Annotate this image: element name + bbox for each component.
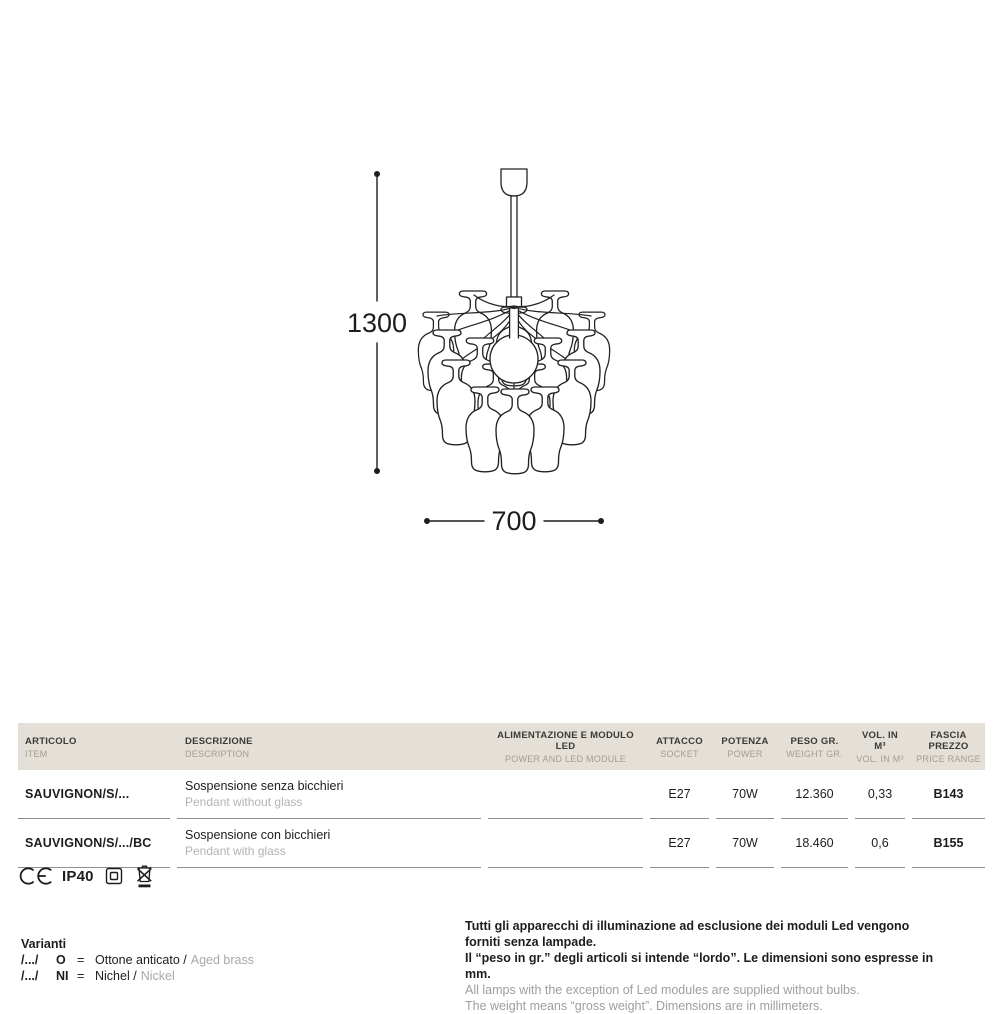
price-range-value: B143 bbox=[933, 787, 964, 801]
ip-rating-label: IP40 bbox=[62, 867, 94, 885]
volume-value: 0,6 bbox=[871, 836, 889, 850]
note-italian: Il “peso in gr.” degli articoli si intende “lordo”. Le dimensioni sono espresse in mm. bbox=[465, 951, 934, 981]
table-row bbox=[18, 770, 985, 819]
column-header-attacco: ATTACCO SOCKET bbox=[656, 735, 703, 759]
light-bulb bbox=[490, 309, 538, 383]
description-it: Sospensione con bicchieri bbox=[185, 828, 331, 842]
variant-row: /.../ O = Ottone anticato / Aged brass bbox=[21, 953, 254, 967]
column-header-articolo: ARTICOLO ITEM bbox=[25, 735, 77, 759]
description-en: Pendant with glass bbox=[185, 844, 286, 858]
certification-icons bbox=[20, 863, 153, 889]
notes-section bbox=[465, 918, 945, 1014]
table-header-row bbox=[18, 723, 985, 770]
item-code: SAUVIGNON/S/.../BC bbox=[25, 836, 152, 850]
socket-value: E27 bbox=[668, 836, 691, 850]
weight-value: 18.460 bbox=[795, 836, 834, 850]
column-header-volume: VOL. IN M³ VOL. IN M³ bbox=[856, 730, 904, 764]
description-it: Sospensione senza bicchieri bbox=[185, 779, 344, 793]
socket-value: E27 bbox=[668, 787, 691, 801]
note-italian: Tutti gli apparecchi di illuminazione ad esclusione dei moduli Led vengono forniti senza lampade. bbox=[465, 919, 910, 949]
class-ii-double-square-icon bbox=[105, 867, 123, 885]
ce-mark-icon bbox=[20, 867, 54, 885]
volume-value: 0,33 bbox=[867, 787, 893, 801]
variants-section bbox=[21, 936, 254, 984]
variants-title: Varianti bbox=[21, 937, 67, 951]
note-english: All lamps with the exception of Led modules are supplied without bulbs. bbox=[465, 983, 860, 997]
weee-crossed-bin-icon bbox=[136, 864, 153, 889]
price-range-value: B155 bbox=[933, 836, 964, 850]
spec-table bbox=[18, 723, 985, 868]
variant-row: /.../ NI = Nichel / Nickel bbox=[21, 969, 175, 983]
column-header-peso: PESO GR. WEIGHT GR. bbox=[786, 735, 843, 759]
column-header-potenza: POTENZA POWER bbox=[721, 735, 769, 759]
height-dimension-label: 1300 bbox=[346, 308, 408, 338]
height-dimension bbox=[347, 171, 407, 474]
column-header-descrizione: DESCRIZIONE DESCRIPTION bbox=[185, 735, 253, 759]
description-en: Pendant without glass bbox=[185, 795, 303, 809]
power-value: 70W bbox=[732, 787, 758, 801]
chandelier-technical-drawing bbox=[310, 137, 710, 557]
width-dimension-label: 700 bbox=[491, 506, 537, 536]
width-dimension bbox=[424, 506, 604, 536]
column-header-alimentazione: ALIMENTAZIONE E MODULO LED POWER AND LED MODULE bbox=[497, 730, 634, 764]
column-header-fascia-prezzo: FASCIA PREZZO PRICE RANGE bbox=[916, 730, 981, 764]
canopy-and-stem bbox=[501, 169, 527, 310]
power-value: 70W bbox=[732, 836, 758, 850]
weight-value: 12.360 bbox=[795, 787, 834, 801]
table-row bbox=[18, 819, 985, 868]
note-english: The weight means “gross weight”. Dimensions are in millimeters. bbox=[465, 999, 823, 1013]
item-code: SAUVIGNON/S/... bbox=[25, 787, 130, 801]
